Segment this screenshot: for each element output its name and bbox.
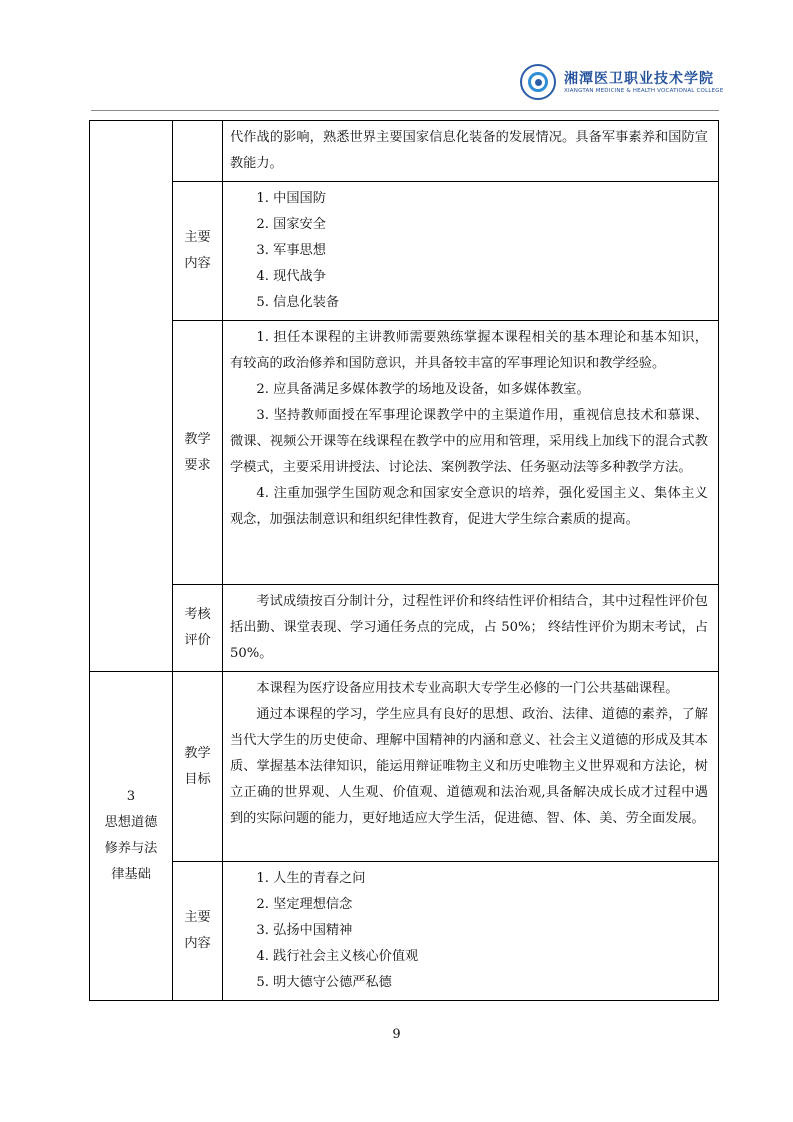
paragraph: 4. 注重加强学生国防观念和国家安全意识的培养，强化爱国主义、集体主义观念，加强法制意识和组织纪律性教育，促进大学生综合素质的提高。 <box>230 486 708 527</box>
paragraph: 本课程为医疗设备应用技术专业高职大专学生必修的一门公共基础课程。 <box>256 681 679 696</box>
row-label: 教学 目标 <box>173 672 223 862</box>
content-cell <box>223 321 719 585</box>
table-row <box>90 182 719 321</box>
content-cell <box>223 585 719 672</box>
course-name-cell: 3 思想道德 修养与法 律基础 <box>90 672 173 1001</box>
college-name-en: XIANGTAN MEDICINE & HEALTH VOCATIONAL COLLEGE <box>564 88 724 94</box>
course-cell-empty <box>90 121 173 672</box>
page-number: 9 <box>392 1027 401 1042</box>
paragraph: 2. 应具备满足多媒体教学的场地及设备，如多媒体教室。 <box>256 382 590 397</box>
list-item: 2. 国家安全 <box>256 217 326 232</box>
list-item: 4. 现代战争 <box>256 269 326 284</box>
list-item: 3. 军事思想 <box>256 243 326 258</box>
content-cell <box>223 182 719 321</box>
paragraph: 考试成绩按百分制计分，过程性评价和终结性评价相结合，其中过程性评价包括出勤、课堂表现、学习通任务点的完成，占 50%； 终结性评价为期末考试，占 50%。 <box>230 594 708 661</box>
paragraph: 1. 担任本课程的主讲教师需要熟练掌握本课程相关的基本理论和基本知识，有较高的政治修养和国防意识，并具备较丰富的军事理论知识和教学经验。 <box>230 330 708 371</box>
list-item: 2. 坚定理想信念 <box>256 897 353 912</box>
list-item: 5. 信息化装备 <box>256 295 340 310</box>
content-cell <box>223 672 719 862</box>
course-table <box>89 120 719 1001</box>
list-item: 1. 人生的青春之问 <box>256 871 366 886</box>
content-cell <box>223 862 719 1001</box>
continuation-text: 代作战的影响，熟悉世界主要国家信息化装备的发展情况。具备军事素养和国防宣教能力。 <box>230 130 708 171</box>
table-row <box>90 121 719 182</box>
college-logo-icon <box>520 64 556 100</box>
row-label: 主要 内容 <box>173 862 223 1001</box>
label-cell-empty <box>173 121 223 182</box>
list-item: 5. 明大德守公德严私德 <box>256 975 392 990</box>
course-name: 思想道德 <box>104 815 158 830</box>
row-label: 主要 内容 <box>173 182 223 321</box>
paragraph: 通过本课程的学习，学生应具有良好的思想、政治、法律、道德的素养，了解当代大学生的历史使命、理解中国精神的内涵和意义、社会主义道德的形成及其本质、掌握基本法律知识，能运用辩证唯物主义和历史唯物主义世界观和方法论，树立正确的世界观、人生观、价值观、道德观和法治观,具备解决成长成才过程中遇到的实际问题的能力，更好地适应大学生活，促进德、智、体、美、劳全面发展。 <box>230 707 708 826</box>
table-row <box>90 672 719 862</box>
list-item: 4. 践行社会主义核心价值观 <box>256 949 419 964</box>
list-item: 1. 中国国防 <box>256 191 326 206</box>
table-row <box>90 862 719 1001</box>
content-cell <box>223 121 719 182</box>
course-number: 3 <box>126 789 136 804</box>
row-label: 教学 要求 <box>173 321 223 585</box>
table-row <box>90 321 719 585</box>
list-item: 3. 弘扬中国精神 <box>256 923 353 938</box>
paragraph: 3. 坚持教师面授在军事理论课教学中的主渠道作用，重视信息技术和慕课、微课、视频公开课等在线课程在教学中的应用和管理，采用线上加线下的混合式教学模式，主要采用讲授法、讨论法、案例教学法、任务驱动法等多种教学方法。 <box>230 408 708 475</box>
page-header <box>520 64 724 104</box>
college-name-cn: 湘潭医卫职业技术学院 <box>564 71 714 87</box>
table-row <box>90 585 719 672</box>
row-label: 考核 评价 <box>173 585 223 672</box>
header-divider <box>91 110 719 111</box>
